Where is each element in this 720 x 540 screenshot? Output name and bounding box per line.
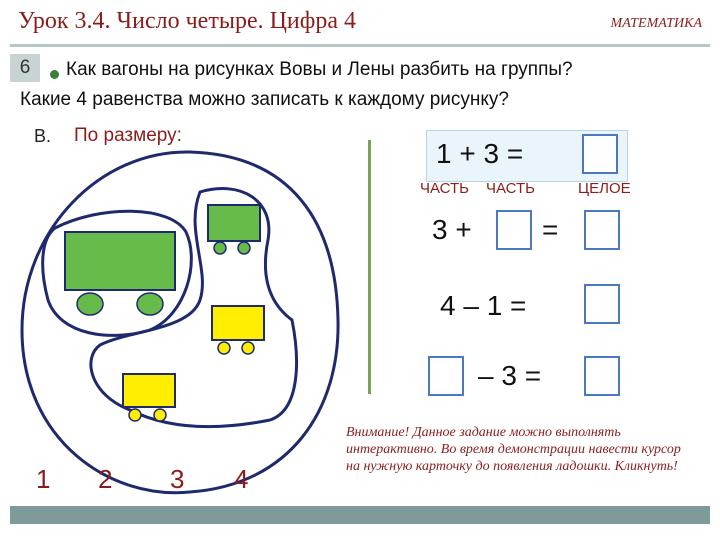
small-green-wheel (238, 242, 250, 254)
equation-2-left: 3 + (432, 214, 472, 245)
bottom-bar (10, 506, 710, 524)
number-1: 1 (36, 464, 51, 494)
equation-1-text: 1 + 3 = (436, 138, 524, 169)
answer-card-2b[interactable] (584, 210, 620, 250)
number-2: 2 (98, 464, 113, 494)
yellow-wagon (123, 374, 175, 407)
task-number-badge: 6 (10, 54, 40, 82)
option-letter: В. (34, 126, 52, 146)
yellow-wheel (218, 342, 230, 354)
big-green-wheel (137, 293, 163, 315)
yellow-wagon (212, 306, 264, 340)
yellow-wheel (154, 409, 166, 421)
big-green-wheel (77, 293, 103, 315)
small-green-wagon (208, 205, 260, 241)
answer-card-4a[interactable] (428, 356, 464, 396)
equation-3-text: 4 – 1 = (440, 290, 527, 321)
yellow-wheel (242, 342, 254, 354)
interactive-note: Внимание! Данное задание можно выполнять интерактивно. Во время демонстрации навести курсор на нужную карточку до появления ладошки. Кликнуть! (346, 425, 681, 474)
question-line-2: Какие 4 равенства можно записать к каждому рисунку? (20, 89, 509, 110)
answer-card-3[interactable] (584, 284, 620, 324)
small-green-wheel (214, 242, 226, 254)
label-part-2: ЧАСТЬ (486, 180, 536, 197)
number-3: 3 (170, 464, 185, 494)
big-green-wagon (65, 232, 175, 290)
answer-card-4b[interactable] (584, 356, 620, 396)
subject-label: МАТЕМАТИКА (610, 16, 702, 31)
outer-loop (22, 152, 338, 493)
answer-card-2a[interactable] (496, 210, 532, 250)
answer-card-1[interactable] (582, 134, 618, 174)
equation-2-equals: = (542, 214, 559, 245)
wagons-drawing (0, 0, 370, 500)
small-wagons-loop (91, 189, 297, 427)
yellow-wheel (129, 409, 141, 421)
question-line-1: Как вагоны на рисунках Вовы и Лены разбить на группы? (66, 59, 573, 80)
label-part-1: ЧАСТЬ (420, 180, 470, 197)
lesson-title: Урок 3.4. Число четыре. Цифра 4 (18, 8, 356, 34)
number-4: 4 (234, 464, 249, 494)
option-label: По размеру: (74, 125, 182, 146)
vertical-divider (368, 140, 371, 394)
equation-4-text: – 3 = (478, 360, 542, 391)
label-whole: ЦЕЛОЕ (578, 180, 631, 197)
